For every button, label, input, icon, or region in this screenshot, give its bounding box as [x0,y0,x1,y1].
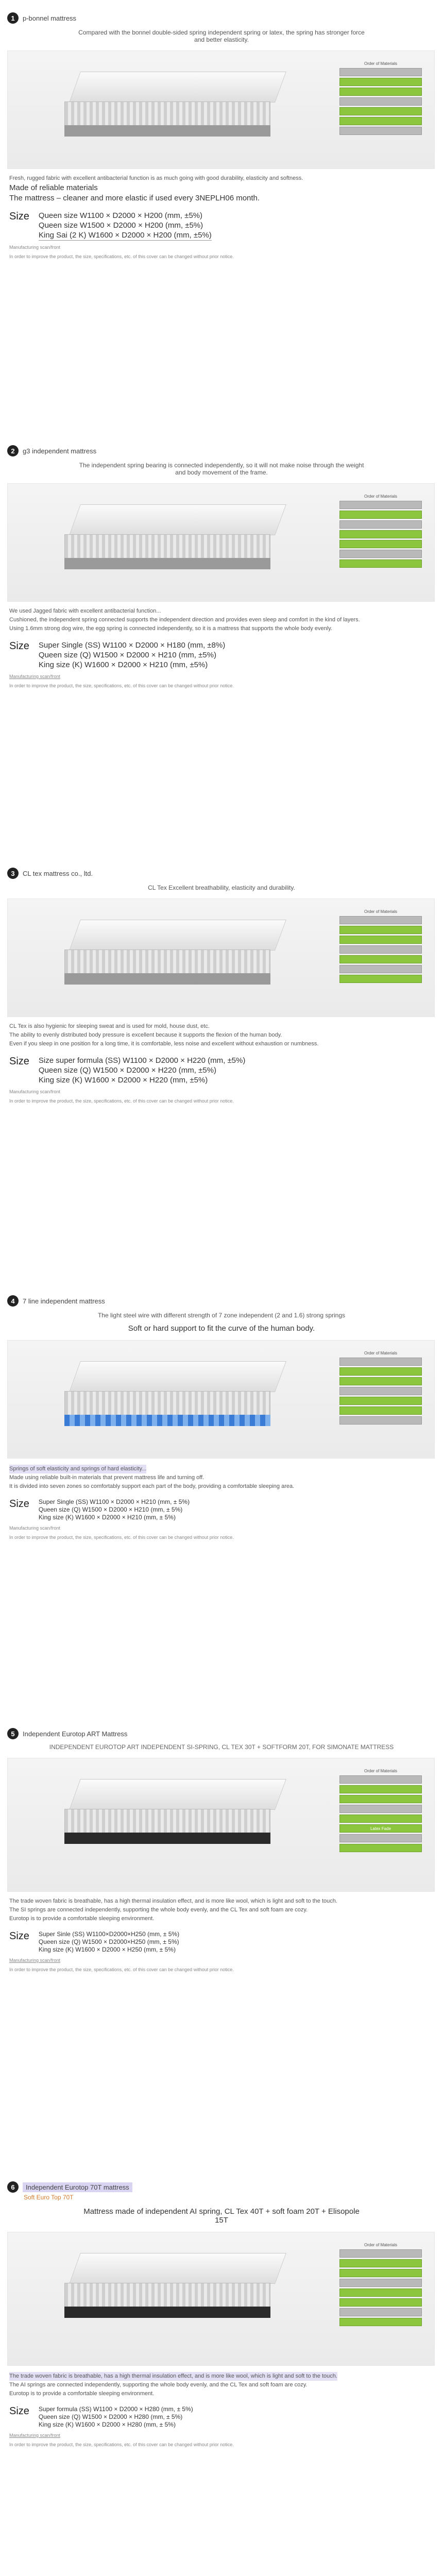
section-number: 1 [7,12,19,24]
size-row: Queen size (Q) W1500 × D2000×H250 (mm, ± 5%) [38,1938,179,1945]
size-block [7,211,436,241]
material-layers [339,1351,422,1426]
layer-item [339,1416,422,1425]
size-row: Super formula (SS) W1100 × D2000 × H280 (mm, ± 5%) [38,2405,193,2413]
layer-item [339,511,422,519]
material-layers [339,2243,422,2328]
layer-item [339,2269,422,2277]
section-title: g3 independent mattress [23,447,97,455]
layer-item [339,501,422,509]
description-line: Eurotop is to provide a comfortable sleeping environment. [9,1916,155,1922]
product-section-5 [0,1716,443,2169]
material-layers [339,909,422,985]
layer-item [339,97,422,106]
layer-item [339,68,422,76]
material-layers [339,61,422,137]
description-line: The trade woven fabric is breathable, has a high thermal insulation effect, and is more like wool, which is light and soft to the touch. [9,2372,337,2381]
layer-item [339,2289,422,2297]
layers-heading: Order of Materials [364,1351,398,1355]
section-number: 2 [7,445,19,456]
size-block [7,1498,436,1521]
description-line: Made of reliable materials [9,183,98,192]
description-line: Using 1.6mm strong dog wire, the egg spring is connected independently, so it is a mattress that supports the whole body evenly. [9,625,332,632]
section-number: 4 [7,1295,19,1307]
section-number: 5 [7,1728,19,1739]
mattress-image [7,483,435,602]
product-section-4 [0,1283,443,1716]
size-row: Queen size (Q) W1500 × D2000 × H220 (mm, ±5%) [38,1066,216,1075]
layer-item [339,530,422,538]
description-line: We used Jagged fabric with excellent antibacterial function... [9,608,161,614]
description-line: Springs of soft elasticity and springs of hard elasticity... [9,1465,146,1473]
size-row: King size (K) W1600 × D2000 × H280 (mm, ± 5%) [38,2421,176,2428]
product-section-2 [0,433,443,855]
section-lead: Mattress made of independent AI spring, CL Tex 40T + soft foam 20T + Elisopole 15T [83,2207,360,2225]
layer-item [339,945,422,954]
size-row: Queen size (Q) W1500 × D2000 × H280 (mm, ± 5%) [38,2413,183,2420]
section-lead-secondary: Soft or hard support to fit the curve of the human body. [128,1324,315,1333]
description-line: Cushioned, the independent spring connected supports the independent direction and provides even sleep and comfort in the kind of layers. [9,617,360,623]
section-tag: Soft Euro Top 70T [24,2194,74,2201]
size-row: King size (K) W1600 × D2000 × H210 (mm, ±5%) [38,660,208,669]
layers-heading: Order of Materials [364,2243,398,2247]
mattress-illustration [64,1361,286,1433]
product-section-6 [0,2169,443,2576]
mattress-image [7,899,435,1017]
section-number: 6 [7,2181,19,2193]
section-number: 3 [7,868,19,879]
layer-item [339,2298,422,2307]
mattress-illustration [64,504,286,577]
manufacturing-note: Manufacturing scan/front [9,245,61,250]
section-lead: The light steel wire with different strength of 7 zone independent (2 and 1.6) strong springs [97,1312,346,1319]
manufacturing-note: Manufacturing scan/front [9,2433,61,2438]
layer-item [339,1387,422,1395]
layers-heading: Order of Materials [364,909,398,914]
layer-item [339,78,422,86]
layer-item [339,2318,422,2326]
description-line: Even if you sleep in one position for a long time, it is comfortable, less noise and excellent without exhaustion or numbness. [9,1041,319,1047]
layer-item [339,127,422,135]
layer-item [339,1795,422,1803]
disclaimer-note: In order to improve the product, the size, specifications, etc. of this cover can be changed without prior notice. [9,683,234,688]
disclaimer-note: In order to improve the product, the size, specifications, etc. of this cover can be changed without prior notice. [9,2442,234,2447]
layer-item [339,117,422,125]
description-line: The trade woven fabric is breathable, has a high thermal insulation effect, and is more like wool, which is light and soft to the touch. [9,1898,337,1904]
layer-item [339,1406,422,1415]
mattress-image [7,1758,435,1892]
layer-item: Latex Fade [339,1824,422,1833]
section-title: CL tex mattress co., ltd. [23,869,93,877]
section-subtitle: INDEPENDENT EUROTOP ART INDEPENDENT SI-SPRING, CL TEX 30T + SOFTFORM 20T, FOR SIMONATE MATTRESS [49,1743,394,1751]
layer-item [339,2249,422,2258]
layer-item [339,1834,422,1842]
section-title: 7 line independent mattress [23,1297,105,1305]
disclaimer-note: In order to improve the product, the size, specifications, etc. of this cover can be changed without prior notice. [9,1967,234,1972]
size-row: Super Single (SS) W1100 × D2000 × H210 (mm, ± 5%) [38,1498,190,1505]
mattress-illustration [64,2253,286,2325]
layer-item [339,1377,422,1385]
description-line: Fresh, rugged fabric with excellent antibacterial function is as much going with good durability, elasticity and softness. [9,175,303,181]
disclaimer-note: In order to improve the product, the size, specifications, etc. of this cover can be changed without prior notice. [9,254,234,259]
description-line: The SI springs are connected independently, supporting the whole body evenly, and the CL Tex and soft foam are cozy. [9,1907,308,1913]
size-row: Queen size (Q) W1500 × D2000 × H210 (mm, ± 5%) [38,1506,183,1513]
layer-item [339,1805,422,1813]
layer-item [339,955,422,963]
size-row: Queen size W1500 × D2000 × H200 (mm, ±5%) [38,221,203,230]
size-row: King Sai (2 K) W1600 × D2000 × H200 (mm, ±5%) [38,231,212,240]
material-layers [339,494,422,569]
layer-item [339,550,422,558]
product-section-1 [0,0,443,433]
description-line: Made using reliable built-in materials that prevent mattress life and turning off. [9,1475,205,1481]
layer-item [339,1785,422,1793]
layer-item [339,926,422,934]
layer-item [339,2308,422,2316]
layer-item [339,2279,422,2287]
manufacturing-note: Manufacturing scan/front [9,1089,61,1094]
size-label: Size [9,640,29,652]
manufacturing-note: Manufacturing scan/front [9,1958,61,1963]
size-label: Size [9,211,29,222]
layer-item [339,1367,422,1376]
size-row: Super Single (SS) W1100 × D2000 × H180 (mm, ±8%) [38,641,226,650]
size-row: King size (K) W1600 × D2000 × H210 (mm, ± 5%) [38,1514,176,1521]
description-line: The ability to evenly distributed body pressure is excellent because it supports the flexion of the human body. [9,1032,282,1038]
layer-item [339,1844,422,1852]
layer-item [339,1815,422,1823]
description-line: The mattress – cleaner and more elastic if used every 3NEPLH06 month. [9,194,260,202]
disclaimer-note: In order to improve the product, the size, specifications, etc. of this cover can be changed without prior notice. [9,1098,234,1104]
section-title: p-bonnel mattress [23,14,77,22]
layers-heading: Order of Materials [364,494,398,499]
section-lead: The independent spring bearing is connected independently, so it will not make noise through the weight and body movement of the frame. [79,462,364,476]
description-line: CL Tex is also hygienic for sleeping sweat and is used for mold, house dust, etc. [9,1023,210,1029]
mattress-illustration [64,72,286,144]
layers-heading: Order of Materials [364,1769,398,1773]
description-line: The AI springs are connected independently, supporting the whole body evenly, and the CL Tex and soft foam are cozy. [9,2382,308,2388]
manufacturing-note: Manufacturing scan/front [9,674,61,679]
size-row: King size (K) W1600 × D2000 × H220 (mm, ±5%) [38,1076,208,1084]
size-block [7,640,436,670]
layer-item [339,2259,422,2267]
description-line: It is divided into seven zones so comfortably support each part of the body, providing a comfortable sleeping area. [9,1483,295,1489]
size-row: Queen size W1100 × D2000 × H200 (mm, ±5%) [38,211,203,220]
layer-item [339,560,422,568]
size-row: Super Sinle (SS) W1100×D2000×H250 (mm, ± 5%) [38,1930,180,1938]
size-label: Size [9,2405,29,2417]
size-row: Size super formula (SS) W1100 × D2000 × H220 (mm, ±5%) [38,1056,246,1065]
size-block [7,1056,436,1085]
layer-item [339,107,422,115]
manufacturing-note: Manufacturing scan/front [9,1526,61,1531]
section-title: Independent Eurotop ART Mattress [23,1730,128,1738]
size-row: Queen size (Q) W1500 × D2000 × H210 (mm, ±5%) [38,651,216,659]
layers-heading: Order of Materials [364,61,398,66]
layer-item [339,975,422,983]
size-label: Size [9,1056,29,1067]
size-block [7,1930,436,1954]
mattress-image [7,50,435,169]
disclaimer-note: In order to improve the product, the size, specifications, etc. of this cover can be changed without prior notice. [9,1535,234,1540]
mattress-image [7,1340,435,1459]
size-row: King size (K) W1600 × D2000 × H250 (mm, ± 5%) [38,1946,176,1953]
layer-item [339,1397,422,1405]
description-line: Eurotop is to provide a comfortable sleeping environment. [9,2391,155,2397]
section-lead: CL Tex Excellent breathability, elasticity and durability. [148,884,295,891]
layer-item [339,936,422,944]
mattress-image [7,2232,435,2366]
product-section-3 [0,855,443,1283]
size-block [7,2405,436,2429]
layer-item [339,965,422,973]
mattress-illustration [64,1779,286,1851]
size-label: Size [9,1930,29,1942]
size-label: Size [9,1498,29,1510]
layer-item [339,540,422,548]
layer-item [339,916,422,924]
layer-item [339,1358,422,1366]
section-title: Independent Eurotop 70T mattress [23,2182,132,2192]
layer-item [339,1775,422,1784]
layer-item [339,88,422,96]
material-layers [339,1769,422,1854]
mattress-illustration [64,920,286,992]
layer-item [339,520,422,529]
section-lead: Compared with the bonnel double-sided spring independent spring or latex, the spring has stronger force and better elasticity. [78,29,365,43]
